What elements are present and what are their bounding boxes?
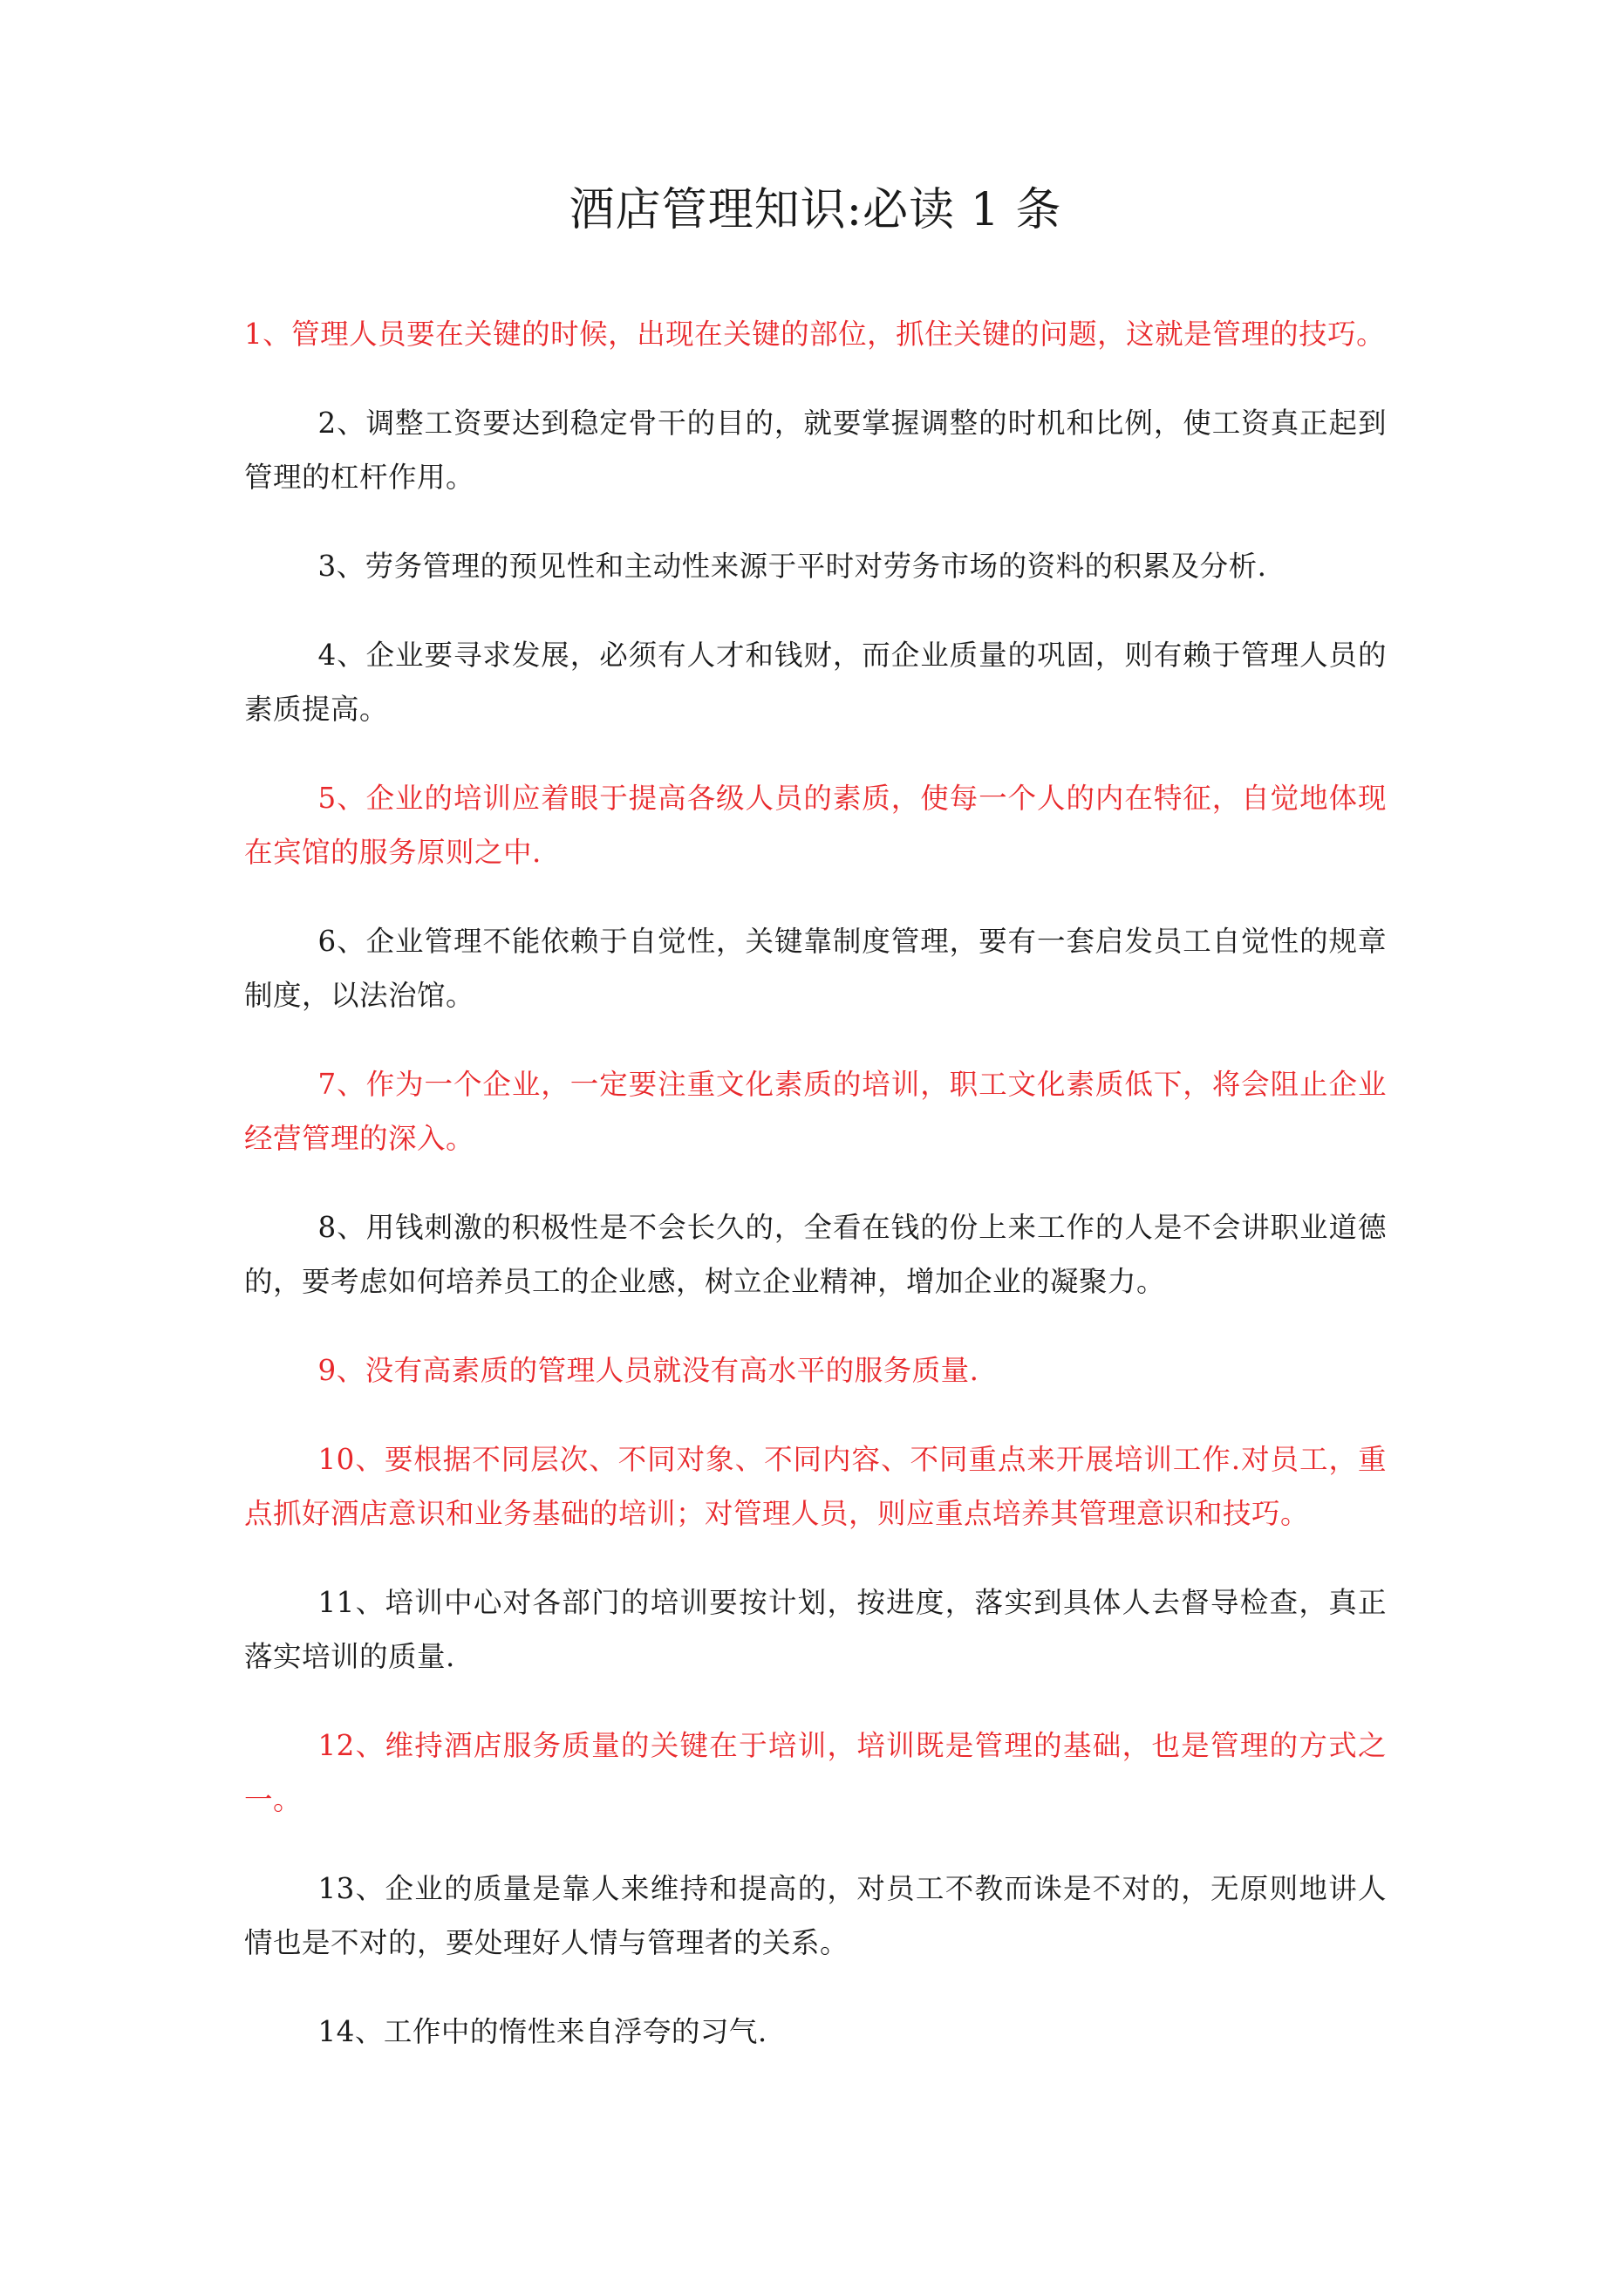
document-title: 酒店管理知识:必读 1 条 <box>569 184 1062 236</box>
paragraph-6: 6、企业管理不能依赖于自觉性，关键靠制度管理，要有一套启发员工自觉性的规章制度，以法治馆。 <box>244 925 1387 1013</box>
paragraph-2: 2、调整工资要达到稳定骨干的目的，就要掌握调整的时机和比例，使工资真正起到管理的杠杆作用。 <box>244 407 1387 495</box>
paragraph-11: 11、培训中心对各部门的培训要按计划，按进度，落实到具体人去督导检查，真正落实培训的质量. <box>244 1586 1387 1674</box>
paragraph-3: 3、劳务管理的预见性和主动性来源于平时对劳务市场的资料的积累及分析. <box>317 550 1267 584</box>
paragraph-8: 8、用钱刺激的积极性是不会长久的，全看在钱的份上来工作的人是不会讲职业道德的，要考虑如何培养员工的企业感，树立企业精神，增加企业的凝聚力。 <box>244 1211 1387 1299</box>
paragraph-14: 14、工作中的惰性来自浮夸的习气. <box>317 2015 767 2049</box>
paragraph-12: 12、维持酒店服务质量的关键在于培训，培训既是管理的基础，也是管理的方式之一。 <box>244 1729 1387 1817</box>
document-body <box>244 183 1387 2094</box>
paragraph-5: 5、企业的培训应着眼于提高各级人员的素质，使每一个人的内在特征，自觉地体现在宾馆的服务原则之中. <box>244 782 1387 870</box>
paragraph-9: 9、没有高素质的管理人员就没有高水平的服务质量. <box>317 1354 979 1388</box>
paragraph-7: 7、作为一个企业，一定要注重文化素质的培训，职工文化素质低下，将会阻止企业经营管理的深入。 <box>244 1068 1387 1156</box>
paragraph-10: 10、要根据不同层次、不同对象、不同内容、不同重点来开展培训工作.对员工，重点抓好酒店意识和业务基础的培训；对管理人员，则应重点培养其管理意识和技巧。 <box>244 1443 1387 1531</box>
paragraph-1: 1、管理人员要在关键的时候，出现在关键的部位，抓住关键的问题，这就是管理的技巧。 <box>244 318 1386 352</box>
paragraph-13: 13、企业的质量是靠人来维持和提高的，对员工不教而诛是不对的，无原则地讲人情也是不对的，要处理好人情与管理者的关系。 <box>244 1872 1387 1960</box>
paragraph-4: 4、企业要寻求发展，必须有人才和钱财，而企业质量的巩固，则有赖于管理人员的素质提高。 <box>244 639 1387 727</box>
